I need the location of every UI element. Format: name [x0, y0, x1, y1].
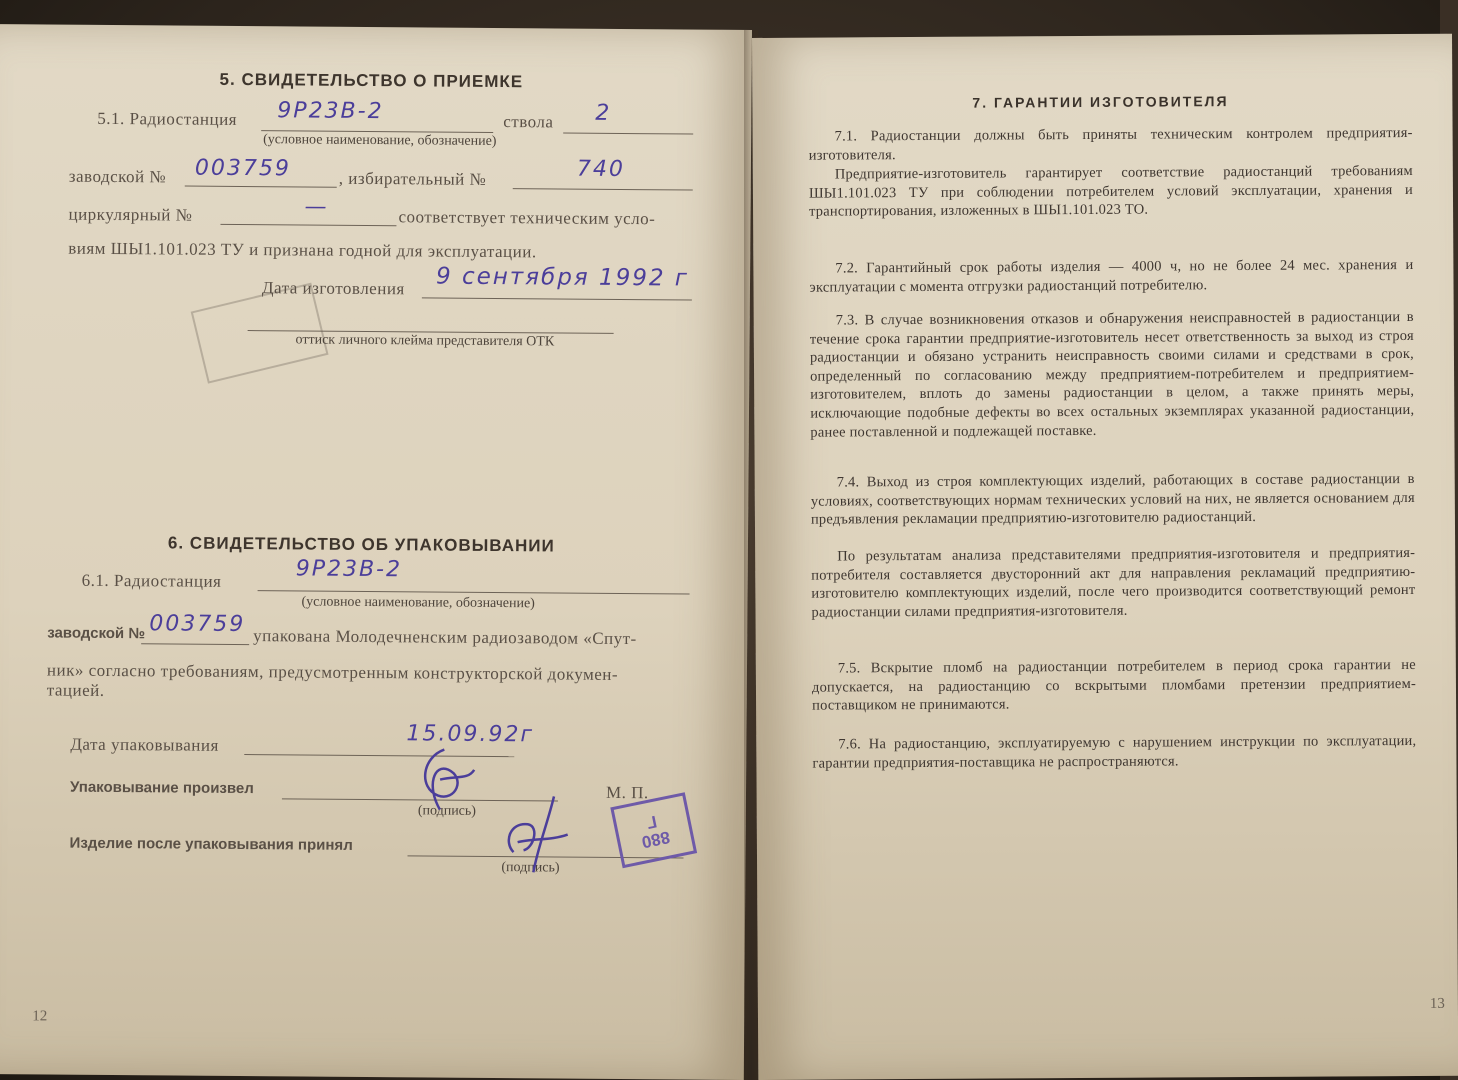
section-5-title: 5. СВИДЕТЕЛЬСТВО О ПРИЕМКЕ [219, 69, 524, 92]
warranty-paragraph-3: 7.2. Гарантийный срок работы изделия — 4000 ч, но не более 24 мес. хранения и эксплуатации с момента отгрузки радиостанций потребителю. [809, 256, 1414, 296]
conformance-text-2: виям ШЫ1.101.023 ТУ и признана годной для эксплуатации. [68, 238, 537, 262]
acceptance-name-caption: (условное наименование, обозначение) [263, 132, 497, 149]
right-page [752, 34, 1458, 1080]
warranty-paragraph-8: 7.6. На радиостанцию, эксплуатируемую с нарушением инструкции по эксплуатации, гарантии предприятия-поставщика не распространяются. [812, 732, 1417, 772]
ink-stamp: Г 880 [610, 792, 697, 868]
packer-signature-caption: (подпись) [417, 803, 477, 819]
stvola-label: ствола [503, 112, 554, 132]
acceptor-signature [493, 792, 574, 873]
section-7-title: 7. ГАРАНТИИ ИЗГОТОВИТЕЛЯ [972, 93, 1229, 111]
packed-text: упакована Молодечненским радиозаводом «Спут- [253, 626, 637, 649]
serial-value: 003759 [194, 155, 291, 182]
warranty-paragraph-1: 7.1. Радиостанции должны быть приняты техническим контролем предприятия-изготовителя. [808, 124, 1413, 164]
packing-name-caption: (условное наименование, обозначение) [301, 594, 535, 612]
circular-label: циркулярный № [68, 204, 193, 225]
packing-station-value: 9Р23В-2 [295, 556, 403, 583]
selector-label: , избирательный № [338, 168, 487, 189]
warranty-paragraph-2: Предприятие-изготовитель гарантирует соответствие радиостанций требованиям ШЫ1.101.023 ТУ при соблюдении потребителем условий эксплуатации, хранения и транспортирования, изложенных в ШЫ1.101.023 ТО. [808, 162, 1413, 220]
packing-date-label: Дата упаковывания [70, 734, 219, 755]
accepted-label: Изделие после упаковывания принял [69, 834, 353, 854]
warranty-paragraph-4: 7.3. В случае возникновения отказов и обнаружения неисправностей в радиостанции в течение срока гарантии предприятие-изготовитель несет ответственность за выход из строя радиостанции и обязано устранить неисправность своими силами и средствами в срок, определенный по согласованию между предприятием-потребителем и предприятием-изготовителем, вплоть до замены радиостанции в целом, а также принять меры, исключающие подобные дефекты во всех остальных экземплярах указанной радиостанции, ранее поставленной и подлежащей поставке. [809, 308, 1415, 441]
serial-label: заводской № [68, 166, 167, 187]
warranty-paragraph-5: 7.4. Выход из строя комплектующих изделий, работающих в составе радиостанции в условиях, соответствующих нормам технических условий на них, не является основанием для предъявления рекламации предприятию-изготовителю радиостанций. [810, 470, 1415, 528]
manufacture-date-label: Дата изготовления [261, 278, 405, 299]
packed-text-2: ник» согласно требованиям, предусмотренным конструкторской докумен- [46, 660, 619, 684]
mp-label: М. П. [605, 782, 649, 803]
accepted-signature-caption: (подпись) [501, 860, 560, 876]
packing-date-value: 15.09.92г [406, 721, 535, 748]
warranty-paragraph-6: По результатам анализа представителями предприятия-изготовителя и предприятия-потребителя составляется двусторонний акт для направления рекламаций предприятию-изготовителю комплектующих изделий, после чего производится соответствующий ремонт радиостанции силами предприятия-изготовителя. [811, 544, 1416, 621]
acceptance-station-label: 5.1. Радиостанция [97, 108, 238, 129]
acceptance-station-value: 9Р23В-2 [277, 98, 384, 125]
selector-value: 740 [576, 156, 625, 183]
section-6-title: 6. СВИДЕТЕЛЬСТВО ОБ УПАКОВЫВАНИИ [167, 533, 555, 556]
packed-text-3: тацией. [46, 680, 105, 700]
conformance-text: соответствует техническим усло- [398, 207, 656, 229]
packing-station-label: 6.1. Радиостанция [81, 570, 222, 591]
left-page-number: 12 [32, 1008, 48, 1025]
circular-value: — [304, 194, 329, 220]
otk-caption: оттиск личного клейма представителя ОТК [295, 332, 555, 350]
manufacture-date-value: 9 сентября 1992 г [435, 263, 690, 292]
packer-signature [404, 739, 485, 820]
warranty-paragraph-7: 7.5. Вскрытие пломб на радиостанции потребителем в период срока гарантии не допускается, на радиостанцию со вскрытыми пломбами претензии предприятием-поставщиком не принимаются. [811, 656, 1417, 714]
packing-serial-label: заводской № [47, 624, 146, 643]
right-page-number: 13 [1429, 995, 1445, 1012]
left-page [0, 24, 752, 1080]
packer-label: Упаковывание произвел [69, 778, 254, 798]
stvola-value: 2 [595, 100, 612, 126]
packing-serial-value: 003759 [149, 611, 246, 638]
